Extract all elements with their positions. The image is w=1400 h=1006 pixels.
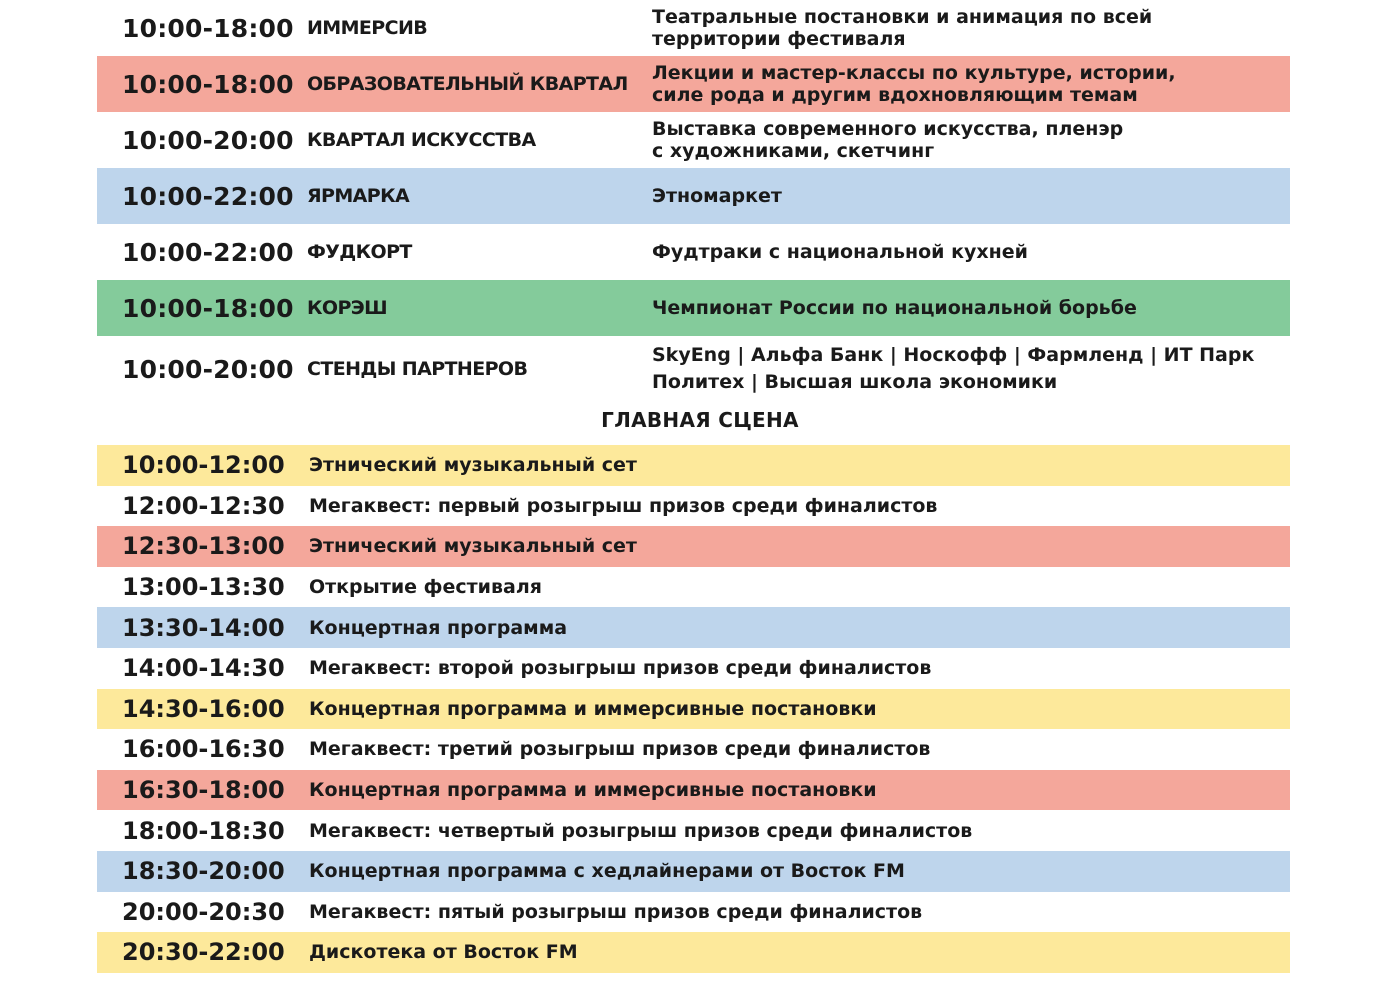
stage-time: 16:00-16:30	[122, 735, 285, 764]
zone-name: КВАРТАЛ ИСКУССТВА	[307, 129, 536, 151]
stage-event: Мегаквест: первый розыгрыш призов среди финалистов	[309, 494, 938, 517]
stage-event: Мегаквест: второй розыгрыш призов среди финалистов	[309, 657, 932, 680]
stage-row	[97, 770, 1290, 811]
stage-event: Концертная программа с хедлайнерами от Восток FM	[309, 860, 905, 883]
zone-name: СТЕНДЫ ПАРТНЕРОВ	[307, 358, 528, 380]
zone-time: 10:00-22:00	[122, 237, 294, 267]
stage-row	[97, 486, 1290, 527]
stage-time: 20:00-20:30	[122, 897, 285, 926]
zone-row	[97, 336, 1290, 402]
stage-time: 13:00-13:30	[122, 573, 285, 602]
stage-event: Мегаквест: третий розыгрыш призов среди финалистов	[309, 738, 931, 761]
stage-time: 14:30-16:00	[122, 694, 285, 723]
stage-row	[97, 851, 1290, 892]
stage-row	[97, 689, 1290, 730]
stage-row	[97, 445, 1290, 486]
zone-time: 10:00-18:00	[122, 293, 294, 323]
zone-time: 10:00-18:00	[122, 13, 294, 43]
stage-row	[97, 648, 1290, 689]
zone-time: 10:00-22:00	[122, 181, 294, 211]
stage-time: 10:00-12:00	[122, 451, 285, 480]
zone-row	[97, 56, 1290, 112]
stage-time: 12:30-13:00	[122, 532, 285, 561]
stage-row	[97, 526, 1290, 567]
main-stage-schedule	[97, 445, 1290, 973]
stage-time: 16:30-18:00	[122, 776, 285, 805]
zone-row	[97, 0, 1290, 56]
zone-description: Выставка современного искусства, пленэр с художниками, скетчинг	[652, 118, 1124, 162]
stage-row	[97, 729, 1290, 770]
main-stage-title: ГЛАВНАЯ СЦЕНА	[601, 408, 799, 432]
stage-event: Концертная программа и иммерсивные постановки	[309, 779, 877, 802]
zone-description: Театральные постановки и анимация по всей территории фестиваля	[652, 6, 1153, 50]
stage-event: Мегаквест: пятый розыгрыш призов среди финалистов	[309, 900, 923, 923]
zone-description: Лекции и мастер-классы по культуре, истории, силе рода и другим вдохновляющим темам	[652, 62, 1176, 106]
zone-time: 10:00-20:00	[122, 354, 294, 384]
stage-event: Мегаквест: четвертый розыгрыш призов среди финалистов	[309, 819, 973, 842]
zone-description: SkyEng | Альфа Банк | Носкофф | Фармленд | ИТ Парк Политех | Высшая школа экономики	[652, 344, 1255, 393]
zone-time: 10:00-20:00	[122, 125, 294, 155]
stage-event: Этнический музыкальный сет	[309, 454, 637, 477]
zone-row	[97, 224, 1290, 280]
stage-row	[97, 810, 1290, 851]
zone-name: ОБРАЗОВАТЕЛЬНЫЙ КВАРТАЛ	[307, 73, 628, 95]
zone-name: ФУДКОРТ	[307, 241, 412, 263]
zone-time: 10:00-18:00	[122, 69, 294, 99]
stage-time: 18:00-18:30	[122, 816, 285, 845]
zone-description: Фудтраки с национальной кухней	[652, 241, 1028, 263]
zone-description: Этномаркет	[652, 185, 782, 207]
stage-event: Концертная программа и иммерсивные постановки	[309, 697, 877, 720]
zone-name: ЯРМАРКА	[307, 185, 410, 207]
zone-row	[97, 112, 1290, 168]
zone-name: ИММЕРСИВ	[307, 17, 428, 39]
zone-row	[97, 168, 1290, 224]
stage-time: 18:30-20:00	[122, 857, 285, 886]
stage-event: Этнический музыкальный сет	[309, 535, 637, 558]
zones-table	[97, 0, 1290, 402]
stage-time: 13:30-14:00	[122, 613, 285, 642]
stage-row	[97, 932, 1290, 973]
stage-time: 14:00-14:30	[122, 654, 285, 683]
zone-description: Чемпионат России по национальной борьбе	[652, 297, 1137, 319]
zone-row	[97, 280, 1290, 336]
stage-time: 20:30-22:00	[122, 938, 285, 967]
zone-name: КОРЭШ	[307, 297, 388, 319]
stage-time: 12:00-12:30	[122, 491, 285, 520]
stage-row	[97, 607, 1290, 648]
stage-row	[97, 892, 1290, 933]
stage-event: Концертная программа	[309, 616, 568, 639]
stage-event: Дискотека от Восток FM	[309, 941, 578, 964]
stage-row	[97, 567, 1290, 608]
stage-event: Открытие фестиваля	[309, 576, 542, 599]
